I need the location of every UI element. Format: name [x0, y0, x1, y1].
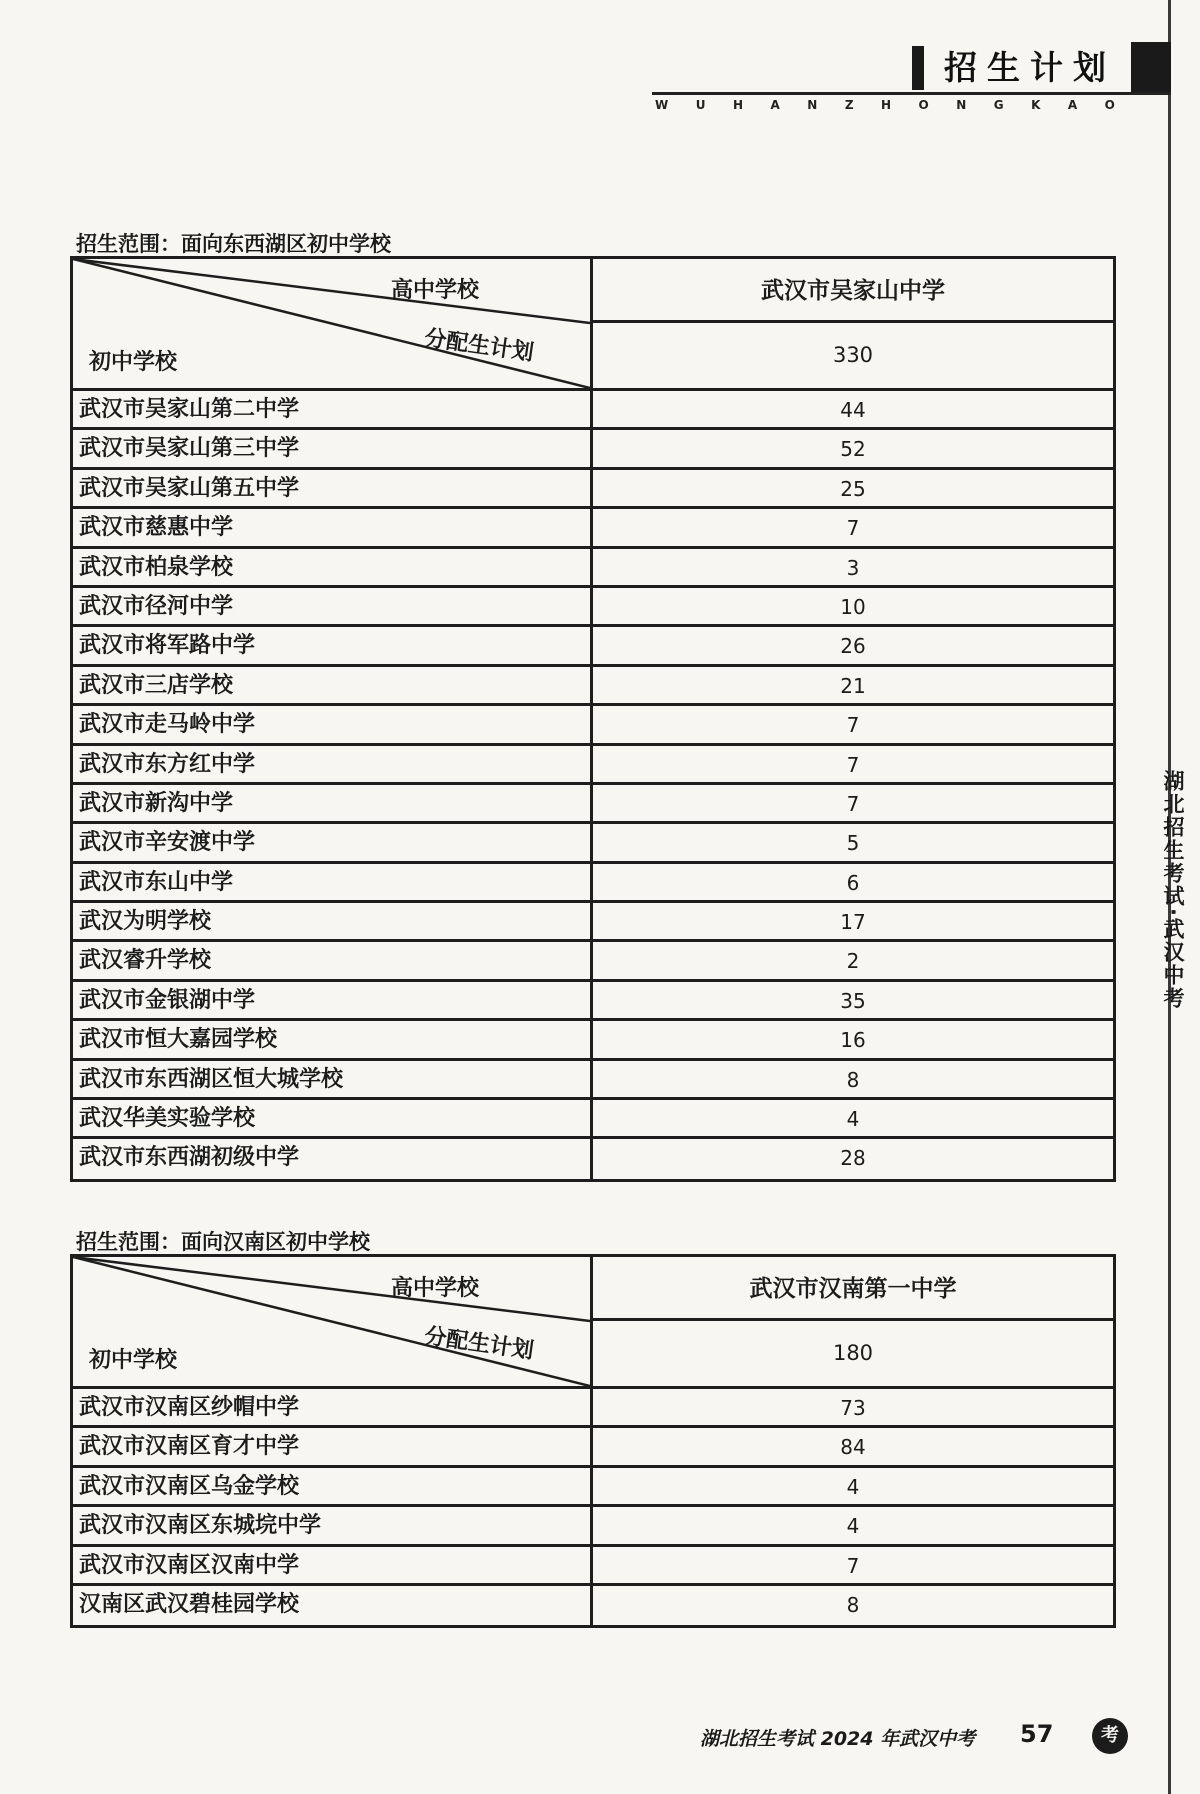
quota-value: 21 — [840, 673, 866, 698]
table-row — [73, 430, 1113, 469]
table-row — [73, 509, 1113, 548]
quota-value: 4 — [846, 1514, 860, 1539]
quota-value: 52 — [840, 437, 866, 462]
subtitle-letter: U — [695, 98, 706, 112]
table-row — [73, 1428, 1113, 1467]
table-row — [73, 1389, 1113, 1428]
middle-school-name: 汉南区武汉碧桂园学校 — [73, 1586, 593, 1625]
table-row — [73, 1507, 1113, 1546]
middle-school-name: 武汉市恒大嘉园学校 — [73, 1021, 593, 1057]
allocation-table — [70, 256, 1116, 1182]
middle-school-name: 武汉市汉南区汉南中学 — [73, 1547, 593, 1583]
table-row — [73, 627, 1113, 666]
subtitle-letter: W — [655, 98, 669, 112]
quota-value: 3 — [846, 555, 860, 580]
middle-school-name: 武汉市汉南区育才中学 — [73, 1428, 593, 1464]
subtitle-letter: N — [956, 98, 967, 112]
quota-value: 73 — [840, 1396, 866, 1420]
middle-school-name: 武汉市慈惠中学 — [73, 509, 593, 545]
corner-label-high-school: 高中学校 — [391, 278, 480, 303]
subtitle-letter: K — [1031, 98, 1041, 112]
quota-value: 8 — [846, 1067, 860, 1092]
table-row — [73, 785, 1113, 824]
table-row — [73, 942, 1113, 981]
table-row — [73, 903, 1113, 942]
total-quota: 330 — [832, 343, 874, 367]
subtitle-letter: H — [881, 98, 892, 112]
table-row — [73, 864, 1113, 903]
section-caption: 招生范围：面向东西湖区初中学校 — [76, 232, 391, 256]
quota-value: 4 — [846, 1107, 860, 1132]
table-row — [73, 549, 1113, 588]
table-row — [73, 1468, 1113, 1507]
table-row — [73, 470, 1113, 509]
middle-school-name: 武汉市吴家山第五中学 — [73, 470, 593, 506]
quota-value: 28 — [840, 1146, 866, 1171]
subtitle-letter: N — [807, 98, 818, 112]
middle-school-name: 武汉市东西湖初级中学 — [73, 1139, 593, 1178]
header-accent-block-right — [1131, 42, 1171, 94]
quota-value: 35 — [840, 988, 866, 1013]
table-row — [73, 588, 1113, 627]
quota-value: 5 — [846, 831, 860, 856]
middle-school-name: 武汉市将军路中学 — [73, 627, 593, 663]
header-accent-block — [912, 46, 924, 90]
quota-value: 2 — [846, 949, 860, 974]
header-corner-cell — [73, 259, 593, 388]
middle-school-name: 武汉市东西湖区恒大城学校 — [73, 1061, 593, 1097]
table-row — [73, 667, 1113, 706]
middle-school-name: 武汉市东山中学 — [73, 864, 593, 900]
footer-publication-title: 湖北招生考试 2024 年武汉中考 — [700, 1728, 976, 1750]
subtitle-letter: H — [732, 98, 744, 112]
section-caption: 招生范围：面向汉南区初中学校 — [76, 1230, 370, 1254]
quota-value: 7 — [846, 1553, 860, 1578]
subtitle-letter: O — [918, 98, 929, 112]
publication-logo-icon: 考 — [1092, 1718, 1128, 1754]
quota-value: 7 — [846, 713, 860, 738]
quota-value: 10 — [840, 594, 866, 619]
subtitle-letter: Z — [844, 98, 854, 112]
high-school-name: 武汉市汉南第一中学 — [593, 1257, 1113, 1321]
middle-school-name: 武汉市径河中学 — [73, 588, 593, 624]
subtitle-letter: G — [993, 98, 1004, 112]
middle-school-name: 武汉市汉南区东城垸中学 — [73, 1507, 593, 1543]
middle-school-name: 武汉市柏泉学校 — [73, 549, 593, 585]
subtitle-letter: O — [1104, 98, 1115, 112]
side-section-tag: 湖北招生考试·武汉中考 — [1161, 770, 1185, 1010]
table-row — [73, 706, 1113, 745]
middle-school-name: 武汉市三店学校 — [73, 667, 593, 703]
middle-school-name: 武汉为明学校 — [73, 903, 593, 939]
quota-value: 26 — [840, 634, 866, 659]
high-school-name: 武汉市吴家山中学 — [593, 259, 1113, 323]
table-row — [73, 1061, 1113, 1100]
quota-value: 6 — [846, 870, 860, 895]
quota-value: 25 — [840, 476, 866, 501]
quota-value: 4 — [846, 1474, 860, 1499]
middle-school-name: 武汉睿升学校 — [73, 942, 593, 978]
subtitle-letter: A — [1067, 98, 1078, 112]
middle-school-name: 武汉市汉南区纱帽中学 — [73, 1389, 593, 1425]
quota-value: 7 — [846, 791, 860, 816]
corner-label-middle-school: 初中学校 — [89, 1348, 178, 1373]
corner-label-plan: 分配生计划 — [422, 325, 536, 367]
subtitle-letter: A — [770, 98, 780, 112]
quota-value: 84 — [840, 1435, 866, 1460]
table-row — [73, 391, 1113, 430]
section-title: 招生计划 — [944, 48, 1116, 87]
quota-value: 44 — [840, 398, 866, 422]
header-corner-cell — [73, 1257, 593, 1386]
quota-value: 8 — [846, 1592, 860, 1617]
allocation-table — [70, 1254, 1116, 1628]
middle-school-name: 武汉市吴家山第三中学 — [73, 430, 593, 466]
header-subtitle — [655, 98, 1115, 112]
middle-school-name: 武汉市东方红中学 — [73, 746, 593, 782]
corner-label-plan: 分配生计划 — [422, 1323, 536, 1365]
table-header — [73, 1257, 1113, 1389]
middle-school-name: 武汉华美实验学校 — [73, 1100, 593, 1136]
quota-value: 16 — [840, 1028, 866, 1053]
table-row — [73, 746, 1113, 785]
middle-school-name: 武汉市新沟中学 — [73, 785, 593, 821]
corner-label-high-school: 高中学校 — [391, 1276, 480, 1301]
table-row — [73, 824, 1113, 863]
middle-school-name: 武汉市辛安渡中学 — [73, 824, 593, 860]
middle-school-name: 武汉市汉南区乌金学校 — [73, 1468, 593, 1504]
corner-label-middle-school: 初中学校 — [89, 350, 178, 375]
table-row — [73, 1100, 1113, 1139]
table-row — [73, 1547, 1113, 1586]
table-row — [73, 1021, 1113, 1060]
middle-school-name: 武汉市走马岭中学 — [73, 706, 593, 742]
table-header — [73, 259, 1113, 391]
total-quota: 180 — [832, 1341, 874, 1365]
table-row — [73, 982, 1113, 1021]
middle-school-name: 武汉市金银湖中学 — [73, 982, 593, 1018]
quota-value: 7 — [846, 752, 860, 777]
quota-value: 7 — [846, 516, 860, 541]
quota-value: 17 — [840, 910, 866, 935]
table-row — [73, 1139, 1113, 1178]
header-rule — [652, 92, 1171, 95]
middle-school-name: 武汉市吴家山第二中学 — [73, 391, 593, 427]
table-row — [73, 1586, 1113, 1625]
page-number: 57 — [1020, 1720, 1054, 1748]
